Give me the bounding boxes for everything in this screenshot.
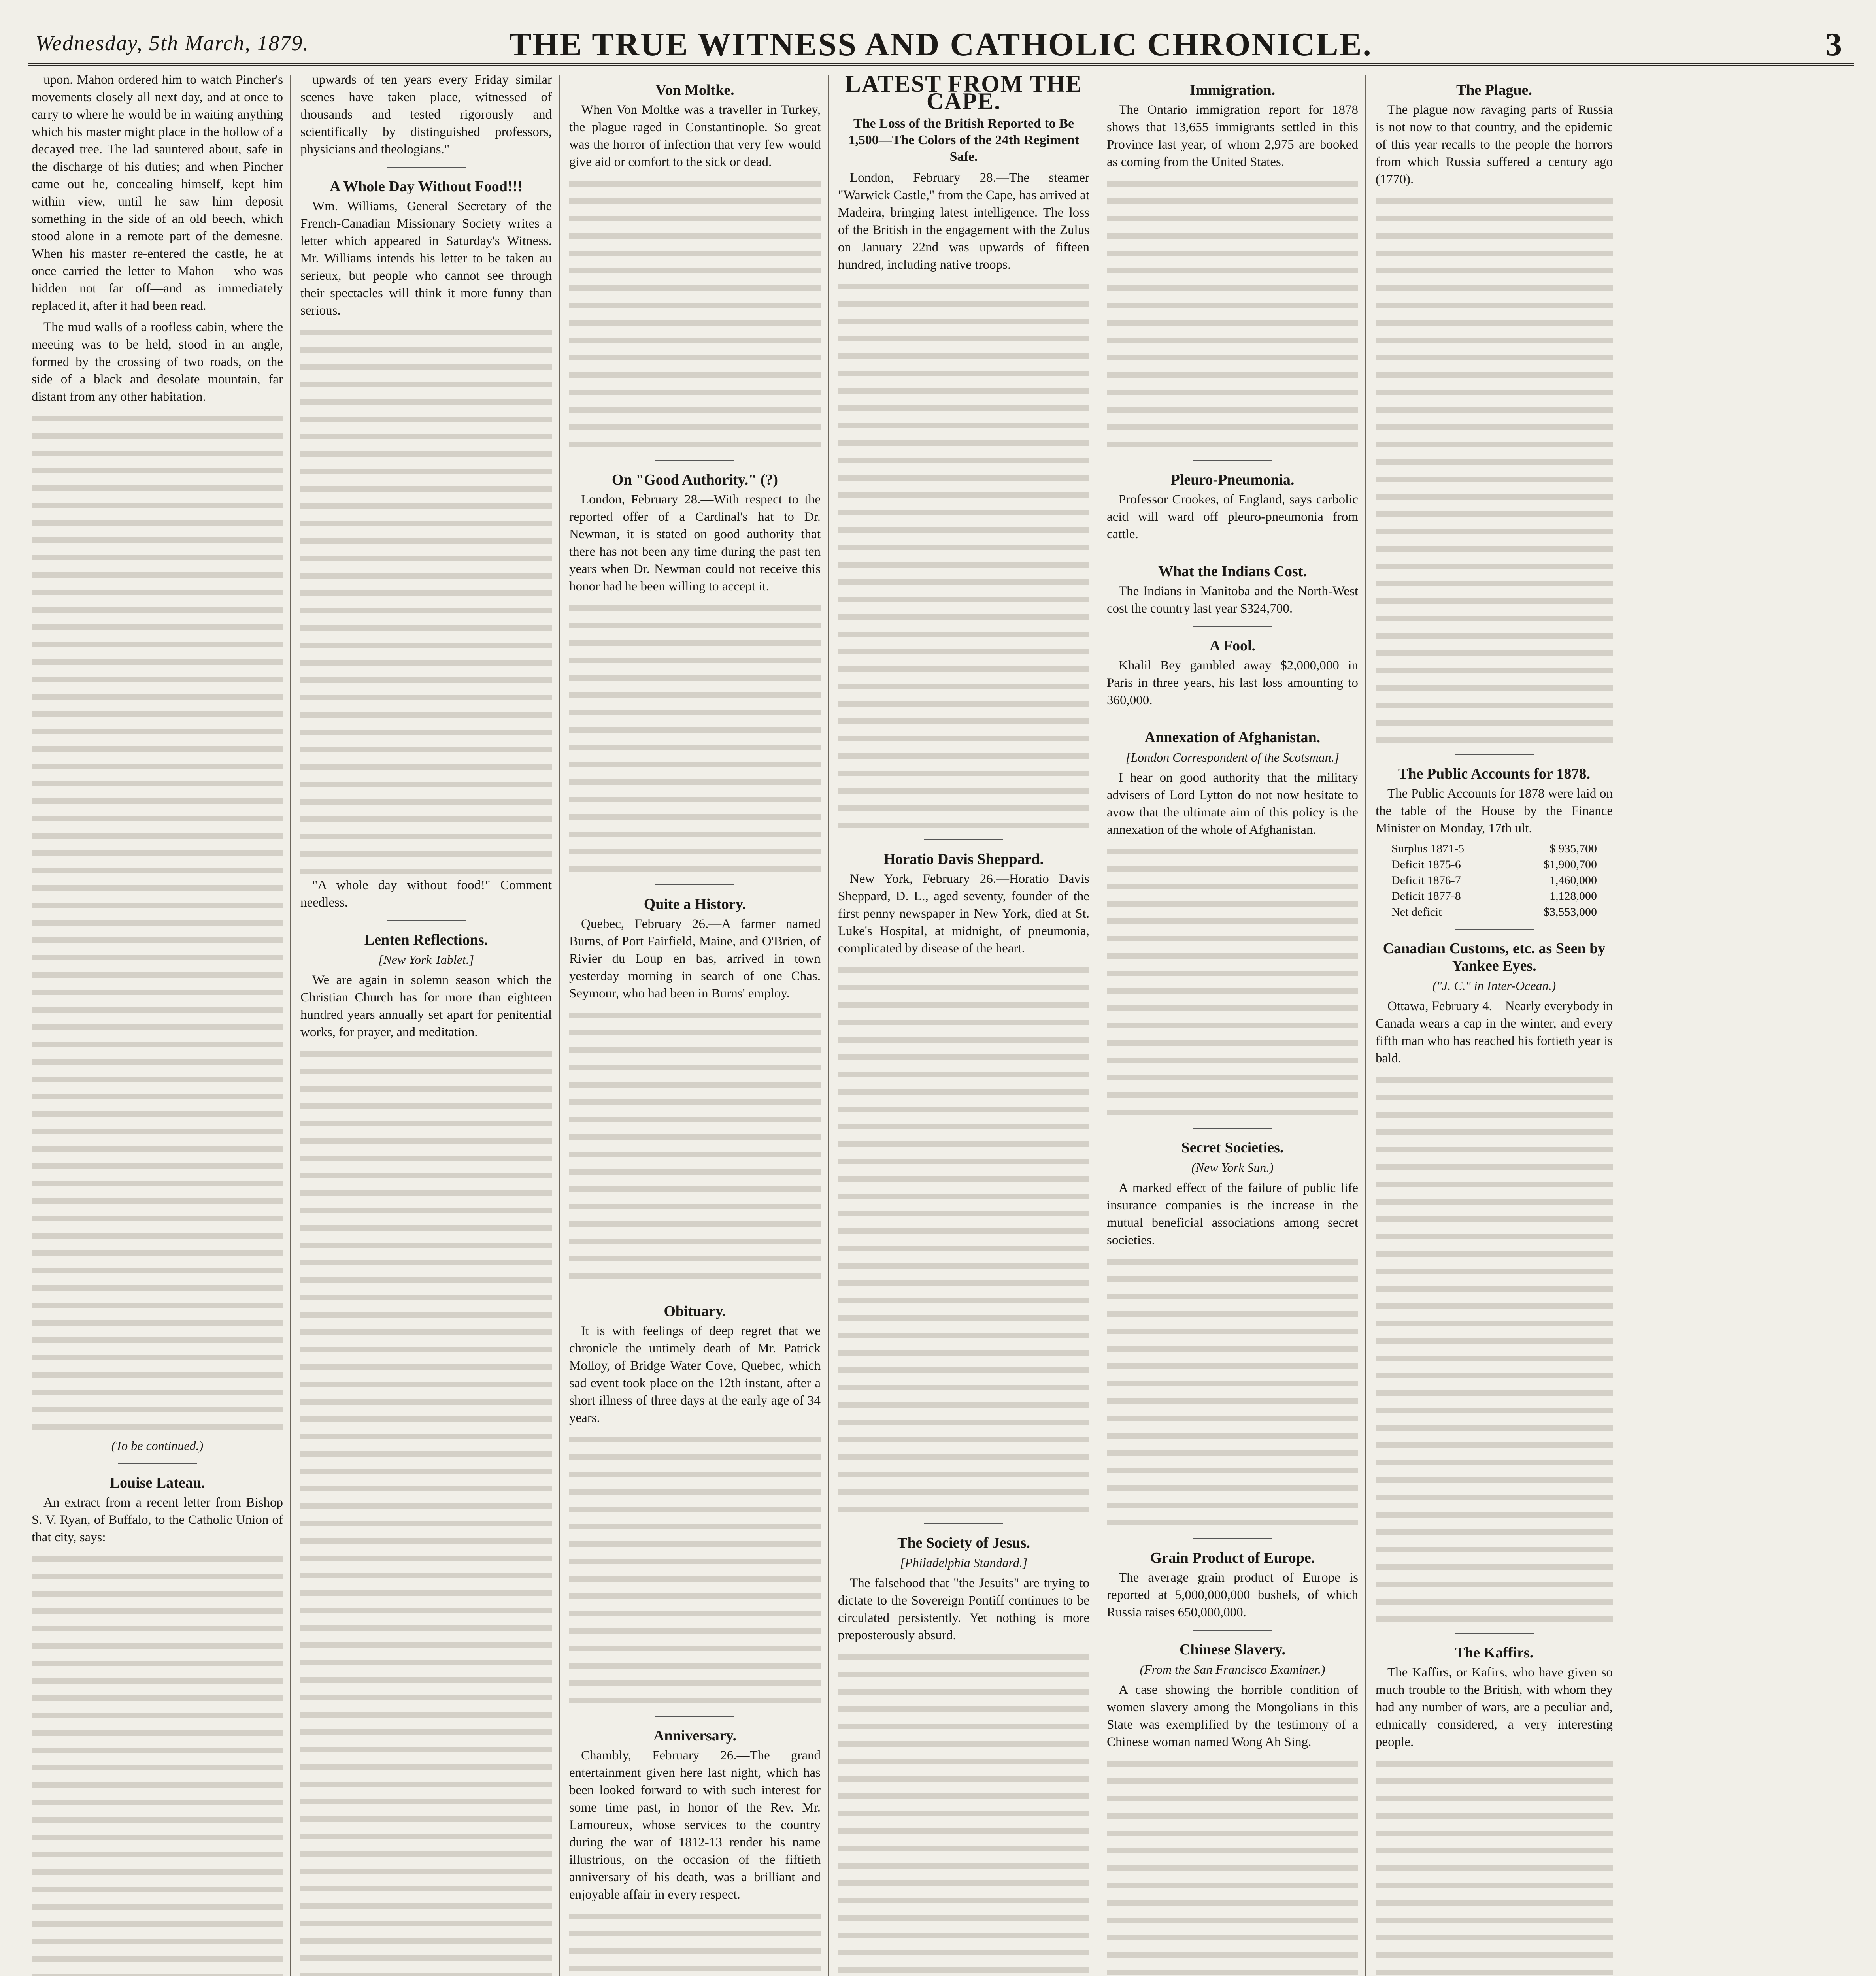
article-text: We are again in solemn season which the Christian Church has for more than eighteen hundred years annually set apart for penitential works, for prayer, and meditation. [300, 973, 552, 1039]
text-continuation [32, 409, 283, 1437]
divider [924, 839, 1003, 840]
article-heading: Quite a History. [644, 896, 746, 913]
article-text: The Indians in Manitoba and the North-West cost the country last year $324,700. [1107, 584, 1358, 616]
article-text: I hear on good authority that the military advisers of Lord Lytton do not now hesitate to avow that the ultimate aim of this policy is the annexation of the whole of Afghanistan. [1107, 771, 1358, 837]
article-heading: The Plague. [1456, 82, 1533, 98]
article-heading: A Whole Day Without Food!!! [330, 178, 523, 195]
article-text: Quebec, February 26.—A farmer named Burns, of Port Fairfield, Maine, and O'Brien, of Rivier du Loup en bas, arrived in town yesterday morning in search of one Chas. Seymour, who had been in Burns' employ. [569, 917, 821, 1001]
column-5 [1107, 71, 1358, 1976]
article-heading: Horatio Davis Sheppard. [883, 851, 1044, 867]
story-text: upon. Mahon ordered him to watch Pincher's movements closely all next day, and at once to carry to where he would be in waiting anything which his master might place in the hollow of a decayed tree. The lad sauntered about, safe in the discharge of his duties; and when Pincher came out he, concealing himself, kept him within view, until he saw him deposit something in the side of an old beech, which stood alone in a remote part of the demesne. When his master re-entered the castle, he at once carried the letter to Mahon —who was hidden not far off—and as immediately replaced it, after it had been read. [32, 73, 283, 313]
article-text: "A whole day without food!" Comment needless. [300, 878, 552, 910]
divider [1193, 626, 1272, 627]
table-row [1391, 873, 1613, 888]
article-source: [New York Tablet.] [378, 952, 474, 967]
column-6 [1376, 71, 1613, 1976]
text-continuation [1107, 175, 1358, 451]
divider [1455, 1633, 1534, 1634]
divider [1193, 460, 1272, 461]
article-heading: What the Indians Cost. [1158, 563, 1307, 580]
article-heading: Chinese Slavery. [1179, 1641, 1286, 1658]
headline-deck: The Loss of the British Reported to Be 1,500—The Colors of the 24th Regiment Safe. [848, 116, 1079, 164]
divider [387, 920, 466, 921]
column-4 [838, 71, 1089, 1976]
column-rule [828, 75, 829, 1976]
divider [1193, 1128, 1272, 1129]
article-heading: Anniversary. [653, 1727, 737, 1744]
text-continuation [300, 1045, 552, 1976]
text-continuation [300, 323, 552, 877]
text-continuation [32, 1550, 283, 1976]
text-continuation [1107, 1253, 1358, 1529]
article-text: When Von Moltke was a traveller in Turkey, the plague raged in Constantinople. So great was the horror of infection that very few would give aid or comfort to the sick or dead. [569, 103, 821, 169]
article-text: London, February 28.—The steamer "Warwick Castle," from the Cape, has arrived at Madeira, bringing latest intelligence. The loss of the British in the engagement with the Zulus on January 22nd was upwards of fifteen hundred, including native troops. [838, 171, 1089, 272]
article-text: A case showing the horrible condition of women slavery among the Mongolians in this State was exemplified by the testimony of a Chinese woman named Wong Ah Sing. [1107, 1683, 1358, 1749]
table-row [1391, 857, 1613, 873]
article-heading: Lenten Reflections. [364, 931, 488, 948]
article-text: An extract from a recent letter from Bishop S. V. Ryan, of Buffalo, to the Catholic Union of that city, says: [32, 1495, 283, 1544]
text-continuation [1107, 843, 1358, 1119]
text-continuation [838, 1648, 1089, 1976]
article-heading: Louise Lateau. [109, 1474, 205, 1491]
row-label: Surplus 1871-5 [1391, 842, 1465, 855]
article-text: Wm. Williams, General Secretary of the French-Canadian Missionary Society writes a letter which appeared in Saturday's Witness. Mr. Williams intends his letter to be taken au serieux, but people who cannot see through their spectacles will think it more funny than serious. [300, 199, 552, 318]
article-heading: Von Moltke. [655, 82, 734, 98]
divider [1455, 929, 1534, 930]
continued-note: (To be continued.) [111, 1439, 204, 1453]
article-source: ("J. C." in Inter-Ocean.) [1432, 979, 1556, 993]
article-heading: The Public Accounts for 1878. [1398, 766, 1590, 782]
article-text: The Kaffirs, or Kafirs, who have given so much trouble to the British, with whom they had any number of wars, are a peculiar and, ethnically considered, a very interesting people. [1376, 1665, 1613, 1749]
text-continuation [569, 1431, 821, 1707]
row-value: 1,128,000 [1549, 890, 1597, 903]
masthead [28, 16, 1854, 66]
text-continuation [1376, 1755, 1613, 1976]
article-text: The average grain product of Europe is reported at 5,000,000,000 bushels, of which Russia raises 650,000,000. [1107, 1571, 1358, 1620]
text-continuation [569, 599, 821, 876]
article-text: Khalil Bey gambled away $2,000,000 in Paris in three years, his last loss amounting to 360,000. [1107, 658, 1358, 707]
article-text: The falsehood that "the Jesuits" are trying to dictate to the Sovereign Pontiff continues to be circulated persistently. Yet nothing is more preposterously absurd. [838, 1576, 1089, 1642]
article-text: It is with feelings of deep regret that we chronicle the untimely death of Mr. Patrick Molloy, of Bridge Water Cove, Quebec, which sad event took place on the 12th instant, after a short illness of three days at the early age of 34 years. [569, 1324, 821, 1425]
newspaper-title: THE TRUE WITNESS AND CATHOLIC CHRONICLE. [509, 26, 1372, 63]
row-label: Deficit 1875-6 [1391, 858, 1461, 871]
article-heading: Annexation of Afghanistan. [1144, 729, 1321, 746]
article-text: Professor Crookes, of England, says carbolic acid will ward off pleuro-pneumonia from cattle. [1107, 492, 1358, 541]
article-heading: Canadian Customs, etc. as Seen by Yankee Eyes. [1383, 940, 1606, 974]
divider [924, 1523, 1003, 1524]
text-continuation [569, 1006, 821, 1283]
page-number: 3 [1825, 26, 1842, 63]
article-text: The plague now ravaging parts of Russia is not now to that country, and the epidemic of this year recalls to the people the horrors from which Russia suffered a century ago (1770). [1376, 103, 1613, 187]
row-value: $ 935,700 [1549, 842, 1597, 855]
article-source: [London Correspondent of the Scotsman.] [1125, 750, 1340, 764]
divider [1193, 1538, 1272, 1539]
article-heading: Grain Product of Europe. [1150, 1550, 1315, 1566]
row-label: Deficit 1877-8 [1391, 890, 1461, 903]
divider [1193, 1630, 1272, 1631]
text-continuation [1376, 192, 1613, 745]
article-source: [Philadelphia Standard.] [900, 1556, 1028, 1570]
article-text: London, February 28.—With respect to the reported offer of a Cardinal's hat to Dr. Newman, it is stated on good authority that there has not been any time during the past ten years when Dr. Newman could not receive this honor had he been willing to accept it. [569, 492, 821, 594]
article-text: The Ontario immigration report for 1878 shows that 13,655 immigrants settled in this Province last year, of whom 2,975 are booked as coming from the United States. [1107, 103, 1358, 169]
article-heading: On "Good Authority." (?) [611, 471, 778, 488]
table-row [1391, 841, 1613, 857]
article-text: New York, February 26.—Horatio Davis Sheppard, D. L., aged seventy, founder of the first penny newspaper in New York, died at St. Luke's Hospital, at midnight, of pneumonia, complicated by disease of the heart. [838, 872, 1089, 956]
row-value: $1,900,700 [1544, 858, 1597, 871]
text-continuation [569, 175, 821, 451]
divider [655, 460, 734, 461]
text-continuation [838, 961, 1089, 1514]
issue-date: Wednesday, 5th March, 1879. [36, 31, 309, 55]
table-row [1391, 888, 1613, 904]
divider [118, 1463, 197, 1464]
article-heading: Immigration. [1189, 82, 1276, 98]
banner-headline: LATEST FROM THE CAPE. [845, 71, 1083, 114]
article-source: (From the San Francisco Examiner.) [1140, 1662, 1325, 1676]
article-heading: A Fool. [1209, 637, 1256, 654]
article-text: upwards of ten years every Friday similar scenes have taken place, witnessed of thousands and tested rigorously and scientifically by distinguished professors, physicians and theologians." [300, 73, 552, 156]
article-heading: Pleuro-Pneumonia. [1170, 471, 1295, 488]
row-label: Net deficit [1391, 905, 1442, 918]
story-text: The mud walls of a roofless cabin, where the meeting was to be held, stood in an angle, formed by the crossing of two roads, on the side of a black and desolate mountain, far distant from any other habitation. [32, 320, 283, 404]
article-text: Chambly, February 26.—The grand entertainment given here last night, which has been looked forward to with such interest for some time past, in honor of the Rev. Mr. Lamoureux, whose services to the country during the war of 1812-13 render his name illustrious, on the occasion of the fiftieth anniversary of his death, was a brilliant and enjoyable affair in every respect. [569, 1748, 821, 1902]
article-heading: The Kaffirs. [1455, 1644, 1534, 1661]
article-heading: Obituary. [664, 1303, 726, 1320]
article-heading: The Society of Jesus. [897, 1535, 1030, 1551]
column-2 [300, 71, 552, 1976]
column-rule [1365, 75, 1366, 1976]
column-3 [569, 71, 821, 1976]
article-heading: Secret Societies. [1181, 1139, 1284, 1156]
row-value: 1,460,000 [1549, 874, 1597, 887]
divider [655, 884, 734, 885]
column-rule [290, 75, 291, 1976]
row-value: $3,553,000 [1544, 905, 1597, 918]
article-text: The Public Accounts for 1878 were laid on the table of the House by the Finance Minister on Monday, 17th ult. [1376, 786, 1613, 835]
article-source: (New York Sun.) [1191, 1160, 1274, 1175]
divider [387, 167, 466, 168]
newspaper-page [28, 16, 1854, 1976]
accounts-table [1391, 841, 1613, 920]
text-continuation [838, 277, 1089, 831]
text-continuation [569, 1907, 821, 1976]
article-text: Ottawa, February 4.—Nearly everybody in Canada wears a cap in the winter, and every fifth man who has reached his fortieth year is bald. [1376, 999, 1613, 1065]
divider [1455, 754, 1534, 755]
table-row [1391, 904, 1613, 920]
text-continuation [1107, 1755, 1358, 1976]
divider [655, 1716, 734, 1717]
row-label: Deficit 1876-7 [1391, 874, 1461, 887]
article-text: A marked effect of the failure of public life insurance companies is the increase in the mutual beneficial associations among secret societies. [1107, 1181, 1358, 1247]
text-continuation [1376, 1071, 1613, 1624]
column-rule [559, 75, 560, 1976]
column-1 [32, 71, 283, 1976]
